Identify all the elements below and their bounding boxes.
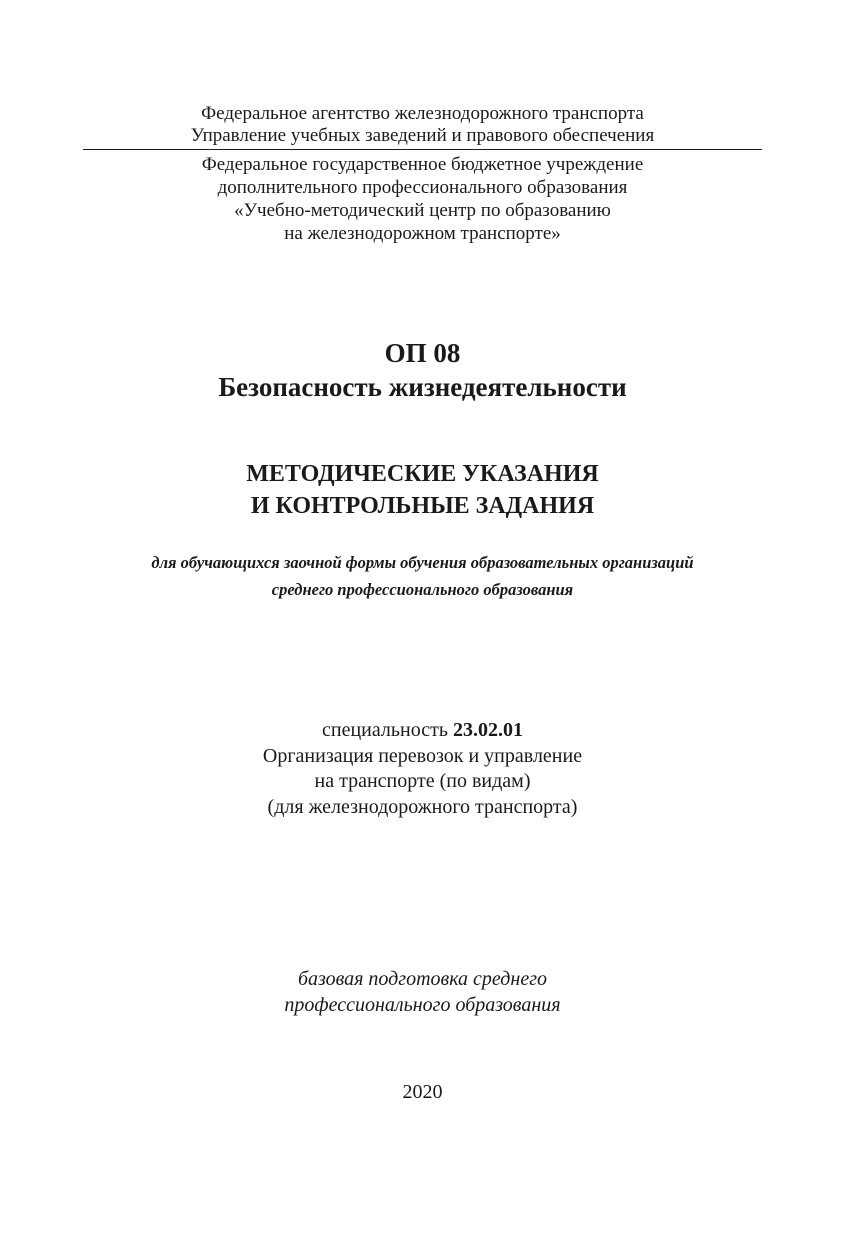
agency-name: Федеральное агентство железнодорожного транспорта bbox=[201, 103, 644, 124]
specialty-code: 23.02.01 bbox=[452, 719, 523, 741]
specialty-name-line-3: (для железнодорожного транспорта) bbox=[267, 796, 578, 818]
training-level-line-1: базовая подготовка среднего bbox=[297, 968, 548, 990]
document-type-line-2: И КОНТРОЛЬНЫЕ ЗАДАНИЯ bbox=[250, 493, 595, 519]
document-type-line-1: МЕТОДИЧЕСКИЕ УКАЗАНИЯ bbox=[246, 461, 599, 487]
agency-department: Управление учебных заведений и правового обеспечения bbox=[190, 125, 655, 146]
course-code: ОП 08 bbox=[384, 338, 461, 368]
specialty-name-line-1: Организация перевозок и управление bbox=[262, 745, 583, 767]
audience-line-2: среднего профессионального образования bbox=[271, 580, 574, 599]
header-divider bbox=[83, 149, 762, 150]
institution-line-1: Федеральное государственное бюджетное учреждение bbox=[201, 154, 644, 175]
institution-line-2: дополнительного профессионального образования bbox=[217, 177, 628, 198]
audience-line-1: для обучающихся заочной формы обучения образовательных организаций bbox=[151, 553, 694, 572]
specialty-name-line-2: на транспорте (по видам) bbox=[314, 770, 531, 792]
specialty-prefix: специальность bbox=[322, 719, 448, 741]
institution-line-3: «Учебно-методический центр по образованию bbox=[234, 200, 611, 221]
specialty-line bbox=[0, 719, 845, 742]
course-name: Безопасность жизнедеятельности bbox=[218, 372, 627, 402]
institution-line-4: на железнодорожном транспорте» bbox=[284, 223, 561, 244]
training-level-line-2: профессионального образования bbox=[284, 994, 561, 1016]
publication-year: 2020 bbox=[402, 1081, 443, 1103]
